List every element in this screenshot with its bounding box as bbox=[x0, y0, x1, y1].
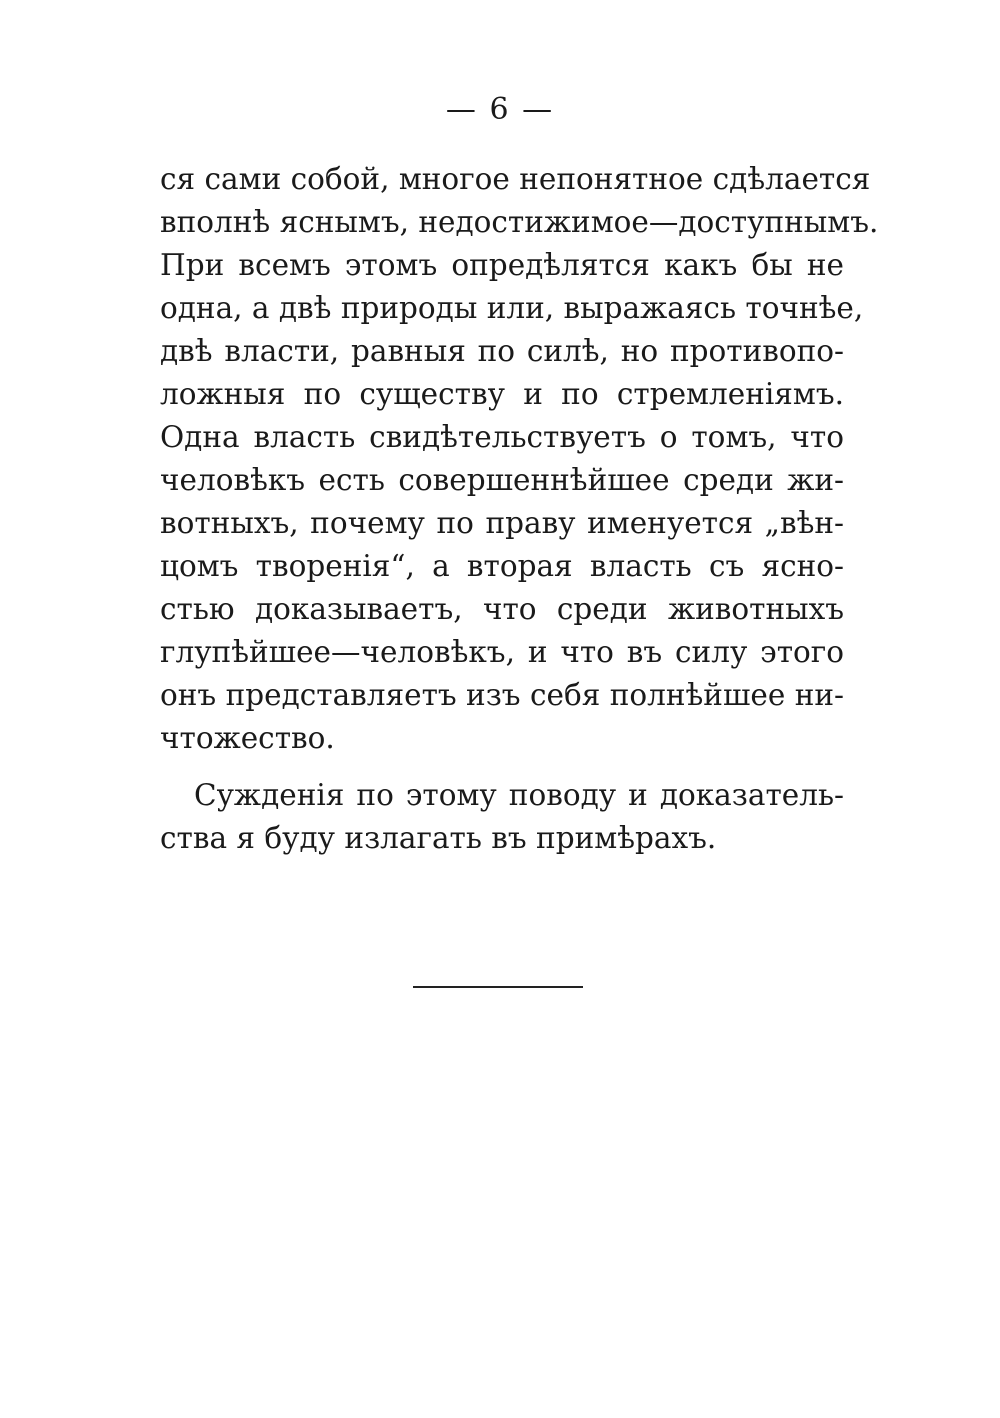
paragraph bbox=[160, 158, 879, 760]
text-line: Сужденія по этому поводу и доказатель- bbox=[194, 778, 844, 812]
text-line: вотныхъ, почему по праву именуется „вѣн- bbox=[160, 506, 844, 540]
text-line: человѣкъ есть совершеннѣйшее среди жи- bbox=[160, 463, 844, 497]
text-line: чтожество. bbox=[160, 721, 335, 755]
text-line: При всемъ этомъ опредѣлятся какъ бы не bbox=[160, 248, 844, 282]
text-line: двѣ власти, равныя по силѣ, но противопо- bbox=[160, 334, 844, 368]
text-line: глупѣйшее—человѣкъ, и что въ силу этого bbox=[160, 635, 844, 669]
text-line: цомъ творенія“, а вторая власть съ ясно- bbox=[160, 549, 844, 583]
text-line: Одна власть свидѣтельствуетъ о томъ, что bbox=[160, 420, 844, 454]
text-line: вполнѣ яснымъ, недостижимое—доступнымъ. bbox=[160, 205, 879, 239]
text-line: одна, а двѣ природы или, выражаясь точнѣе, bbox=[160, 291, 864, 325]
text-line: ства я буду излагать въ примѣрахъ. bbox=[160, 821, 717, 855]
text-line: онъ представляетъ изъ себя полнѣйшее ни- bbox=[160, 678, 844, 712]
text-line: ложныя по существу и по стремленіямъ. bbox=[160, 377, 844, 411]
page-number: — 6 — bbox=[445, 92, 555, 127]
paragraph-gap bbox=[160, 760, 844, 774]
text-line: ся сами собой, многое непонятное сдѣлается bbox=[160, 162, 871, 196]
section-end-rule bbox=[413, 986, 583, 988]
body-text bbox=[160, 158, 879, 860]
text-line: стью доказываетъ, что среди животныхъ bbox=[160, 592, 844, 626]
paragraph bbox=[160, 774, 844, 860]
